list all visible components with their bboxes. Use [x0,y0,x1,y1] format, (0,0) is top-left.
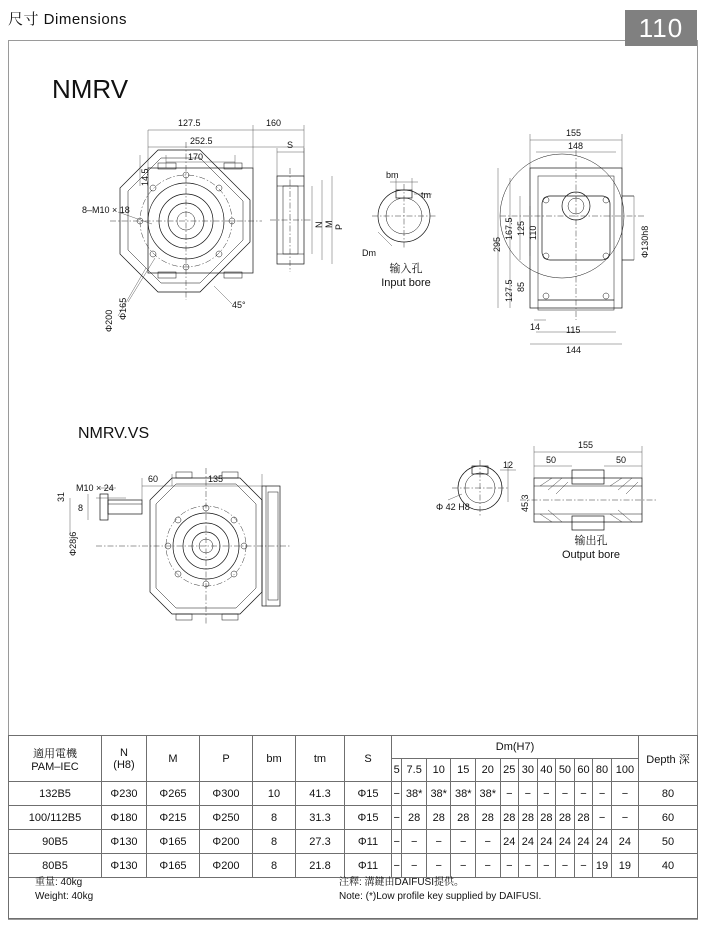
th-motor-en: PAM–IEC [31,760,79,773]
cell-dm: 28 [537,806,556,830]
dim-phi165: Φ165 [118,297,128,320]
th-n-b: (H8) [113,758,135,771]
dim-295: 295 [492,236,502,252]
caption-input-bore [368,262,444,290]
cell-dm: − [426,854,451,878]
caption-input-bore-cn: 输入孔 [389,263,423,275]
dim-s: S [287,140,294,150]
cell-dm: − [537,782,556,806]
th-bm: bm [253,736,296,782]
cell-m: Φ265 [147,782,200,806]
cell-n: Φ130 [102,854,147,878]
size-badge: 110 [625,10,697,46]
cell-dm: 24 [593,830,612,854]
th-n-a: N [120,746,128,759]
table-footer [8,869,698,919]
dim-8-m10: 8–M10 × 18 [82,205,130,215]
cell-m: Φ215 [147,806,200,830]
th-p: P [200,736,253,782]
caption-input-bore-en: Input bore [381,277,431,289]
model-name-vs: NMRV.VS [78,425,150,442]
th-dm-1: 7.5 [402,759,427,782]
cell-s: Φ11 [345,854,392,878]
weight-block [35,876,93,904]
dim-50-left: 50 [546,455,557,465]
dim-phi42h8: Φ 42 H8 [436,502,470,512]
side-view-main [270,168,312,272]
dim-155: 155 [566,128,582,138]
model-name-main: NMRV [52,74,129,104]
cell-n: Φ130 [102,830,147,854]
cell-dm: 38* [426,782,451,806]
cell-s: Φ15 [345,782,392,806]
th-m: M [147,736,200,782]
cell-dm: − [392,806,402,830]
th-dm-2: 10 [426,759,451,782]
th-dm-5: 25 [500,759,519,782]
cell-dm: − [519,854,538,878]
th-dm-10: 80 [593,759,612,782]
front-view-main [110,142,262,316]
cell-dm: − [402,830,427,854]
cell-dm: − [451,830,476,854]
cell-dm: − [574,854,593,878]
th-depth: Depth 深 [639,736,698,782]
dim-phi28j6: Φ28j6 [68,531,78,556]
dim-60: 60 [148,474,159,484]
dim-bm: bm [386,170,399,180]
cell-depth: 50 [639,830,698,854]
dim-14-5: 14.5 [140,168,150,186]
dim-135: 135 [208,474,224,484]
cell-n: Φ230 [102,782,147,806]
output-shaft-section [520,446,656,530]
note-block [339,876,541,904]
table-row [9,782,698,806]
dim-85: 85 [516,281,526,292]
dim-252-5: 252.5 [190,136,213,146]
cell-dm: − [574,782,593,806]
dim-160: 160 [266,118,282,128]
dimensions-table [8,735,698,878]
th-dm-11: 100 [611,759,638,782]
cell-tm: 31.3 [296,806,345,830]
cell-dm: 24 [556,830,575,854]
note-en: Note: (*)Low profile key supplied by DAIFUSI. [339,891,542,902]
dim-14: 14 [530,322,541,332]
cell-dm: 38* [402,782,427,806]
cell-dm: 38* [476,782,501,806]
table-header-row-1 [9,736,698,759]
cell-dm: 28 [476,806,501,830]
cell-motor: 132B5 [9,782,102,806]
cell-dm: 28 [519,806,538,830]
th-dm-3: 15 [451,759,476,782]
cell-m: Φ165 [147,830,200,854]
dim-115: 115 [566,325,581,335]
cell-dm: − [519,782,538,806]
dim-8: 8 [78,503,84,513]
caption-output-bore-en: Output bore [561,549,621,561]
cell-bm: 10 [253,782,296,806]
cell-dm: − [556,854,575,878]
dim-148: 148 [568,141,584,151]
cell-p: Φ300 [200,782,253,806]
dim-n: N [314,221,324,228]
th-dm-7: 40 [537,759,556,782]
table-row [9,806,698,830]
dim-127-5-right: 127.5 [504,279,514,302]
dim-tm: tm [421,190,431,200]
cell-dm: − [392,782,402,806]
dim-45-3: 45.3 [520,494,530,512]
cell-dm: 24 [537,830,556,854]
cell-dm: − [537,854,556,878]
cell-bm: 8 [253,830,296,854]
cell-tm: 21.8 [296,854,345,878]
cell-dm: 24 [519,830,538,854]
dim-167-5: 167.5 [504,217,514,240]
weight-cn: 重量: 40kg [35,877,83,888]
right-view-main [498,134,646,344]
cell-dm: 28 [451,806,476,830]
dimension-lines-main [140,125,332,264]
cell-dm: − [451,854,476,878]
cell-dm: − [593,806,612,830]
cell-dm: − [392,830,402,854]
th-n [102,736,147,782]
input-bore-detail [372,178,436,248]
page-title: 尺寸 Dimensions [8,11,128,28]
cell-p: Φ200 [200,830,253,854]
th-dm-4: 20 [476,759,501,782]
th-dm-0: 5 [392,759,402,782]
cell-dm: 24 [574,830,593,854]
cell-tm: 41.3 [296,782,345,806]
th-dm-group: Dm(H7) [392,736,639,759]
dim-phi200: Φ200 [104,309,114,332]
cell-dm: 24 [500,830,519,854]
dim-50-right: 50 [616,455,627,465]
th-motor-cn: 適用電機 [33,747,77,760]
cell-dm: − [426,830,451,854]
dim-155-out: 155 [578,440,594,450]
cell-dm: 28 [500,806,519,830]
cell-motor: 100/112B5 [9,806,102,830]
cell-dm: − [476,830,501,854]
weight-en: Weight: 40kg [35,891,94,902]
cell-tm: 27.3 [296,830,345,854]
cell-s: Φ11 [345,830,392,854]
cell-dm: 28 [556,806,575,830]
cell-dm: 19 [593,854,612,878]
caption-output-bore [546,534,636,562]
cell-dm: − [500,782,519,806]
cell-p: Φ200 [200,854,253,878]
th-dm-8: 50 [556,759,575,782]
dim-dm: Dm [362,248,376,258]
dim-m10x24: M10 × 24 [76,483,114,493]
cell-n: Φ180 [102,806,147,830]
dim-144: 144 [566,345,582,355]
cell-m: Φ165 [147,854,200,878]
cell-s: Φ15 [345,806,392,830]
cell-dm: − [392,854,402,878]
cell-dm: 28 [426,806,451,830]
cell-dm: 28 [402,806,427,830]
cell-p: Φ250 [200,806,253,830]
cell-bm: 8 [253,854,296,878]
dim-170: 170 [188,152,204,162]
cell-motor: 80B5 [9,854,102,878]
cell-motor: 90B5 [9,830,102,854]
th-dm-6: 30 [519,759,538,782]
cell-dm: − [611,782,638,806]
dim-127-5: 127.5 [178,118,201,128]
cell-depth: 60 [639,806,698,830]
dim-phi130h8: Φ130h8 [640,225,650,258]
cell-dm: 24 [611,830,638,854]
cell-dm: − [402,854,427,878]
dim-45deg: 45° [232,300,246,310]
note-cn: 注釋: 溝鍵由DAIFUSI提供。 [339,877,465,888]
dim-p: P [334,223,344,230]
cell-dm: 28 [574,806,593,830]
caption-output-bore-cn: 输出孔 [574,535,608,547]
cell-dm: − [593,782,612,806]
dim-m: M [324,220,334,228]
cell-dm: − [476,854,501,878]
cell-bm: 8 [253,806,296,830]
cell-dm: − [556,782,575,806]
cell-dm: 38* [451,782,476,806]
cell-dm: − [500,854,519,878]
dim-12: 12 [503,460,514,470]
dim-110: 110 [528,225,538,240]
cell-depth: 40 [639,854,698,878]
th-motor [9,736,102,782]
th-dm-9: 60 [574,759,593,782]
table-row [9,830,698,854]
dim-31: 31 [56,491,66,502]
cell-dm: 19 [611,854,638,878]
cell-depth: 80 [639,782,698,806]
th-tm: tm [296,736,345,782]
th-s: S [345,736,392,782]
dim-125: 125 [516,220,526,236]
cell-dm: − [611,806,638,830]
